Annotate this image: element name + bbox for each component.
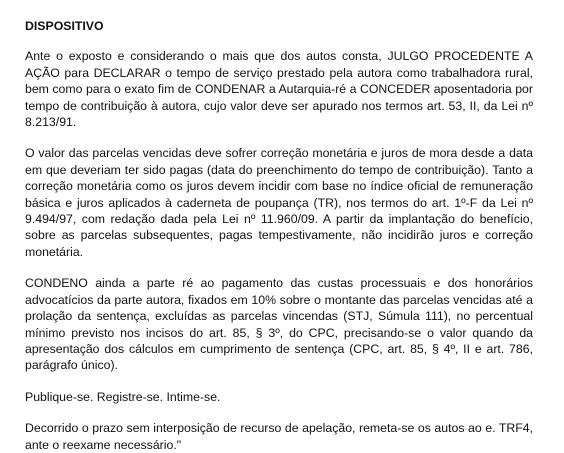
paragraph-deadline: Decorrido o prazo sem interposição de recurso de apelação, remeta-se os autos ao e. TRF4, ante o reexame necessário." (25, 421, 533, 452)
paragraph-publication: Publique-se. Registre-se. Intime-se. (25, 389, 221, 404)
paragraph-judgment: Ante o exposto e considerando o mais que dos autos consta, JULGO PROCEDENTE A AÇÃO para DECLARAR o tempo de serviço prestado pela autora como trabalhadora rural, bem como para o exato fim de CONDENAR a Autarquia-ré a CONCEDER aposentadoria por tempo de contribuição à autora, cujo valor deve ser apurado nos termos art. 53, II, da Lei nº 8.213/91. (25, 49, 533, 130)
paragraph-monetary-correction: O valor das parcelas vencidas deve sofrer correção monetária e juros de mora desde a data em que deveriam ter sido pagas (data do preenchimento do tempo de contribuição). Tanto a correção monetária como os juros devem incidir com base no índice oficial de remuneração básica e juros aplicados à caderneta de poupança (TR), nos termos do art. 1º-F da Lei nº 9.494/97, com redação dada pela Lei nº 11.960/09. A partir da implantação do benefício, sobre as parcelas subsequentes, pagas tempestivamente, não incidirão juros e correção monetária. (25, 146, 533, 259)
paragraph-costs-and-fees: CONDENO ainda a parte ré ao pagamento das custas processuais e dos honorários advocatícios da parte autora, fixados em 10% sobre o montante das parcelas vencidas até a prolação da sentença, excluídas as parcelas vincendas (STJ, Súmula 111), no percentual mínimo previsto nos incisos do art. 85, § 3º, do CPC, precisando-se o valor quando da apresentação dos cálculos em cumprimento de sentença (CPC, art. 85, § 4º, II e art. 786, parágrafo único). (25, 276, 533, 373)
section-heading: DISPOSITIVO (25, 19, 104, 33)
document-page (25, 18, 533, 453)
